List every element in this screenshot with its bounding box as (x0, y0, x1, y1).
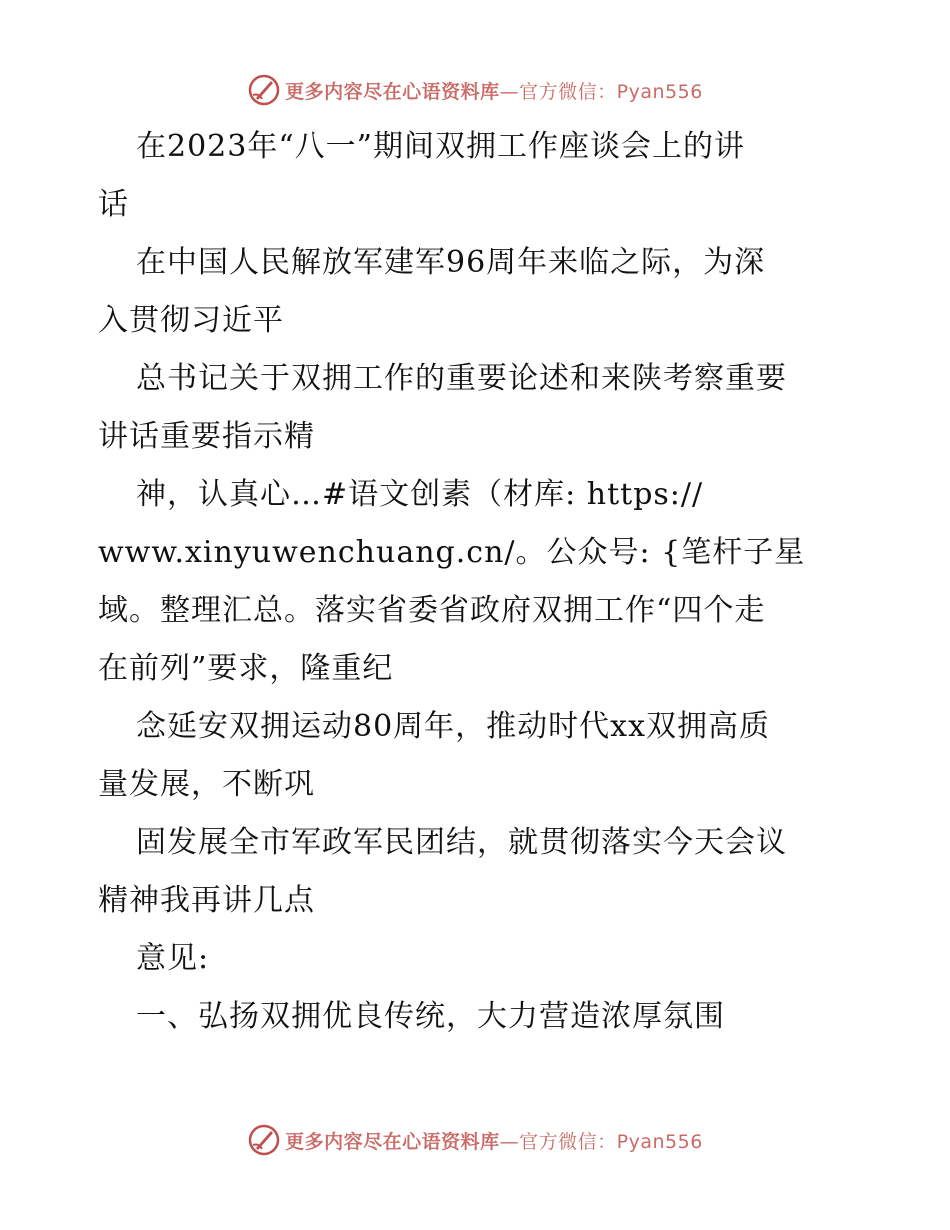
section-heading: 一、弘扬双拥优良传统，大力营造浓厚氛围 (136, 999, 725, 1034)
paragraph-line: 量发展，不断巩 (98, 767, 315, 802)
document-body (98, 118, 858, 1046)
header-watermark-banner (0, 70, 950, 110)
paragraph-line: 入贯彻习近平 (98, 303, 284, 338)
paragraph-line: 域。整理汇总。落实省委省政府双拥工作“四个走 (98, 593, 766, 628)
watermark-contact: 官方微信：Pyan556 (519, 1130, 703, 1153)
watermark-brand: 更多内容尽在心语资料库 (285, 80, 500, 103)
paragraph-line: 念延安双拥运动80周年，推动时代xx双拥高质 (136, 709, 771, 744)
paragraph-line: 精神我再讲几点 (98, 883, 315, 918)
document-title-line-1: 在2023年“八一”期间双拥工作座谈会上的讲 (136, 129, 746, 164)
watermark-text (285, 1127, 703, 1154)
quill-pen-logo-icon (247, 1123, 281, 1157)
paragraph-line: 意见: (136, 941, 210, 976)
paragraph-line: 总书记关于双拥工作的重要论述和来陕考察重要 (136, 361, 787, 396)
paragraph-line: 在前列”要求，隆重纪 (98, 651, 394, 686)
watermark-separator: — (499, 1130, 520, 1153)
watermark-separator: — (499, 80, 520, 103)
paragraph-line: 在中国人民解放军建军96周年来临之际，为深 (136, 245, 766, 280)
paragraph-line: 神，认真心…#语文创素（材库: https:// (136, 477, 704, 512)
paragraph-line: www.xinyuwenchuang.cn/。公众号: {笔杆子星 (98, 535, 806, 570)
document-title-line-2: 话 (98, 187, 129, 222)
watermark-text (285, 77, 703, 104)
paragraph-line: 讲话重要指示精 (98, 419, 315, 454)
watermark-brand: 更多内容尽在心语资料库 (285, 1130, 500, 1153)
paragraph-line: 固发展全市军政军民团结，就贯彻落实今天会议 (136, 825, 787, 860)
quill-pen-logo-icon (247, 73, 281, 107)
watermark-contact: 官方微信：Pyan556 (519, 80, 703, 103)
footer-watermark-banner (0, 1120, 950, 1160)
